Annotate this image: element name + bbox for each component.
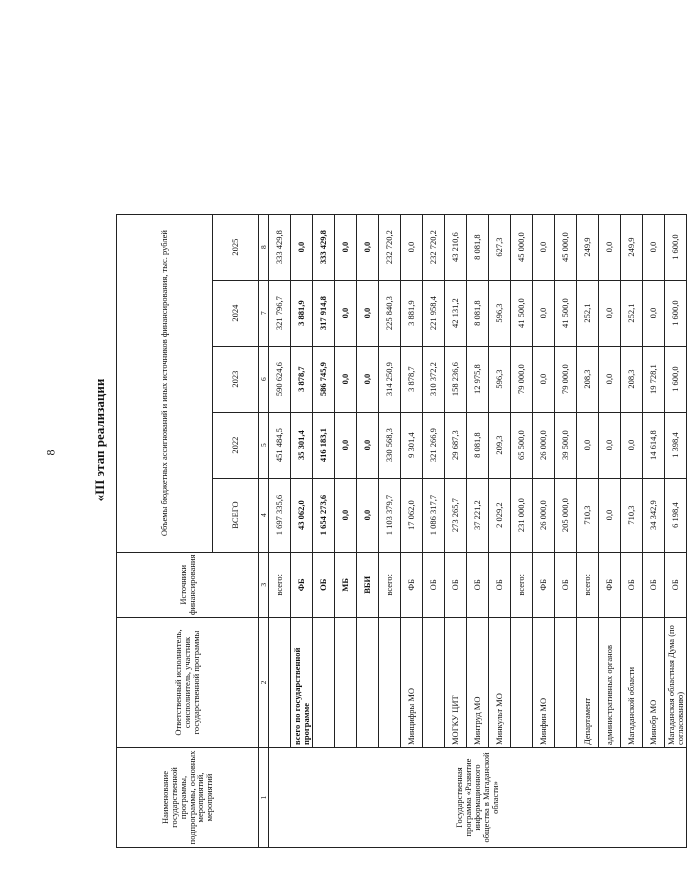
value-cell: 314 250,9 bbox=[379, 346, 401, 412]
header-year-total: ВСЕГО bbox=[213, 478, 259, 552]
header-year-2024: 2024 bbox=[213, 280, 259, 346]
column-index: 3 bbox=[259, 552, 269, 617]
value-cell: 0,0 bbox=[357, 346, 379, 412]
value-cell: 317 914,8 bbox=[313, 280, 335, 346]
executor-cell: Минцифры МО bbox=[401, 618, 423, 748]
value-cell: 1 600,0 bbox=[665, 280, 687, 346]
value-cell: 586 745,9 bbox=[313, 346, 335, 412]
value-cell: 79 000,0 bbox=[511, 346, 533, 412]
source-cell: ОБ bbox=[665, 552, 687, 617]
executor-cell bbox=[313, 618, 335, 748]
value-cell: 3 878,7 bbox=[291, 346, 313, 412]
value-cell: 0,0 bbox=[401, 214, 423, 280]
executor-cell bbox=[423, 618, 445, 748]
value-cell: 451 484,5 bbox=[269, 412, 291, 478]
header-source: Источники финансирования bbox=[117, 552, 259, 617]
column-index: 5 bbox=[259, 412, 269, 478]
value-cell: 0,0 bbox=[577, 412, 599, 478]
value-cell: 232 720,2 bbox=[379, 214, 401, 280]
value-cell: 0,0 bbox=[335, 280, 357, 346]
source-cell: ОБ bbox=[621, 552, 643, 617]
header-program: Наименование государственной программы, подпрограммы, основных мероприятий, мероприятий bbox=[117, 748, 259, 848]
value-cell: 221 958,4 bbox=[423, 280, 445, 346]
column-index: 2 bbox=[259, 618, 269, 748]
value-cell: 9 301,4 bbox=[401, 412, 423, 478]
column-index: 1 bbox=[259, 748, 269, 848]
source-cell: ФБ bbox=[599, 552, 621, 617]
value-cell: 158 236,6 bbox=[445, 346, 467, 412]
column-index: 6 bbox=[259, 346, 269, 412]
source-cell: ОБ bbox=[489, 552, 511, 617]
header-volumes: Объемы бюджетных ассигнований и иных источников финансирования, тыс. рублей bbox=[117, 214, 213, 552]
value-cell: 0,0 bbox=[599, 478, 621, 552]
value-cell: 6 198,4 bbox=[665, 478, 687, 552]
value-cell: 0,0 bbox=[533, 280, 555, 346]
value-cell: 39 500,0 bbox=[555, 412, 577, 478]
value-cell: 0,0 bbox=[533, 346, 555, 412]
value-cell: 79 000,0 bbox=[555, 346, 577, 412]
value-cell: 34 342,9 bbox=[643, 478, 665, 552]
value-cell: 0,0 bbox=[357, 412, 379, 478]
value-cell: 252,1 bbox=[577, 280, 599, 346]
executor-cell: Магаданская областная Дума (по согласованию) bbox=[665, 618, 687, 748]
value-cell: 0,0 bbox=[335, 478, 357, 552]
value-cell: 273 265,7 bbox=[445, 478, 467, 552]
value-cell: 249,9 bbox=[577, 214, 599, 280]
value-cell: 0,0 bbox=[335, 412, 357, 478]
value-cell: 330 568,3 bbox=[379, 412, 401, 478]
value-cell: 1 103 379,7 bbox=[379, 478, 401, 552]
value-cell: 0,0 bbox=[599, 346, 621, 412]
value-cell: 0,0 bbox=[357, 214, 379, 280]
value-cell: 3 878,7 bbox=[401, 346, 423, 412]
value-cell: 0,0 bbox=[621, 412, 643, 478]
value-cell: 2 029,2 bbox=[489, 478, 511, 552]
value-cell: 45 000,0 bbox=[555, 214, 577, 280]
source-cell: всего: bbox=[511, 552, 533, 617]
value-cell: 8 081,8 bbox=[467, 280, 489, 346]
executor-cell bbox=[555, 618, 577, 748]
source-cell: ОБ bbox=[445, 552, 467, 617]
value-cell: 3 881,9 bbox=[291, 280, 313, 346]
executor-cell bbox=[269, 618, 291, 748]
header-executor: Ответственный исполнитель, соисполнитель, участник государственной программы bbox=[117, 618, 259, 748]
source-cell: ОБ bbox=[643, 552, 665, 617]
source-cell: всего: bbox=[379, 552, 401, 617]
value-cell: 1 654 273,6 bbox=[313, 478, 335, 552]
value-cell: 29 687,3 bbox=[445, 412, 467, 478]
value-cell: 321 266,9 bbox=[423, 412, 445, 478]
value-cell: 8 081,8 bbox=[467, 412, 489, 478]
program-name: Государственная программа «Развитие информационного общества в Магаданской области» bbox=[269, 748, 687, 848]
executor-cell: административных органов bbox=[599, 618, 621, 748]
budget-table bbox=[116, 214, 687, 848]
value-cell: 43 210,6 bbox=[445, 214, 467, 280]
source-cell: ВБИ bbox=[357, 552, 379, 617]
executor-cell: всего по государственной программе bbox=[291, 618, 313, 748]
value-cell: 17 062,0 bbox=[401, 478, 423, 552]
header-year-2023: 2023 bbox=[213, 346, 259, 412]
value-cell: 209,3 bbox=[489, 412, 511, 478]
executor-cell bbox=[335, 618, 357, 748]
value-cell: 0,0 bbox=[357, 280, 379, 346]
value-cell: 0,0 bbox=[357, 478, 379, 552]
value-cell: 249,9 bbox=[621, 214, 643, 280]
source-cell: МБ bbox=[335, 552, 357, 617]
value-cell: 321 796,7 bbox=[269, 280, 291, 346]
source-cell: всего: bbox=[269, 552, 291, 617]
executor-cell: Минкульт МО bbox=[489, 618, 511, 748]
value-cell: 1 600,0 bbox=[665, 214, 687, 280]
value-cell: 3 881,9 bbox=[401, 280, 423, 346]
value-cell: 232 720,2 bbox=[423, 214, 445, 280]
value-cell: 0,0 bbox=[533, 214, 555, 280]
column-index: 4 bbox=[259, 478, 269, 552]
value-cell: 596,3 bbox=[489, 280, 511, 346]
value-cell: 41 500,0 bbox=[511, 280, 533, 346]
source-cell: всего: bbox=[577, 552, 599, 617]
value-cell: 596,3 bbox=[489, 346, 511, 412]
source-cell: ФБ bbox=[401, 552, 423, 617]
value-cell: 0,0 bbox=[335, 214, 357, 280]
value-cell: 45 000,0 bbox=[511, 214, 533, 280]
source-cell: ФБ bbox=[533, 552, 555, 617]
value-cell: 710,3 bbox=[621, 478, 643, 552]
value-cell: 0,0 bbox=[643, 214, 665, 280]
value-cell: 0,0 bbox=[291, 214, 313, 280]
value-cell: 333 429,8 bbox=[269, 214, 291, 280]
value-cell: 19 728,1 bbox=[643, 346, 665, 412]
value-cell: 208,3 bbox=[621, 346, 643, 412]
executor-cell: Минтруд МО bbox=[467, 618, 489, 748]
executor-cell: Магаданской области bbox=[621, 618, 643, 748]
source-cell: ФБ bbox=[291, 552, 313, 617]
value-cell: 310 372,2 bbox=[423, 346, 445, 412]
value-cell: 590 624,6 bbox=[269, 346, 291, 412]
source-cell: ОБ bbox=[555, 552, 577, 617]
rotated-document bbox=[116, 214, 687, 848]
value-cell: 43 062,0 bbox=[291, 478, 313, 552]
value-cell: 0,0 bbox=[335, 346, 357, 412]
column-index-row bbox=[259, 214, 269, 847]
value-cell: 14 614,8 bbox=[643, 412, 665, 478]
value-cell: 0,0 bbox=[599, 280, 621, 346]
value-cell: 1 697 335,6 bbox=[269, 478, 291, 552]
value-cell: 35 301,4 bbox=[291, 412, 313, 478]
table-row bbox=[269, 214, 291, 847]
header-year-2022: 2022 bbox=[213, 412, 259, 478]
value-cell: 26 000,0 bbox=[533, 412, 555, 478]
source-cell: ОБ bbox=[313, 552, 335, 617]
value-cell: 710,3 bbox=[577, 478, 599, 552]
value-cell: 37 221,2 bbox=[467, 478, 489, 552]
executor-cell: Минобр МО bbox=[643, 618, 665, 748]
value-cell: 65 500,0 bbox=[511, 412, 533, 478]
value-cell: 225 840,3 bbox=[379, 280, 401, 346]
value-cell: 205 000,0 bbox=[555, 478, 577, 552]
value-cell: 333 429,8 bbox=[313, 214, 335, 280]
value-cell: 416 183,1 bbox=[313, 412, 335, 478]
value-cell: 0,0 bbox=[643, 280, 665, 346]
value-cell: 0,0 bbox=[599, 412, 621, 478]
executor-cell bbox=[379, 618, 401, 748]
executor-cell: Минфин МО bbox=[533, 618, 555, 748]
page-number: 8 bbox=[43, 449, 58, 456]
stage-title: «III этап реализации bbox=[92, 378, 107, 502]
column-index: 7 bbox=[259, 280, 269, 346]
source-cell: ОБ bbox=[467, 552, 489, 617]
value-cell: 231 000,0 bbox=[511, 478, 533, 552]
value-cell: 0,0 bbox=[599, 214, 621, 280]
value-cell: 1 398,4 bbox=[665, 412, 687, 478]
value-cell: 627,3 bbox=[489, 214, 511, 280]
value-cell: 252,1 bbox=[621, 280, 643, 346]
value-cell: 8 081,8 bbox=[467, 214, 489, 280]
executor-cell bbox=[357, 618, 379, 748]
source-cell: ОБ bbox=[423, 552, 445, 617]
header-year-2025: 2025 bbox=[213, 214, 259, 280]
value-cell: 1 600,0 bbox=[665, 346, 687, 412]
value-cell: 42 131,2 bbox=[445, 280, 467, 346]
value-cell: 12 975,8 bbox=[467, 346, 489, 412]
executor-cell: МОГКУ ЦИТ bbox=[445, 618, 467, 748]
value-cell: 41 500,0 bbox=[555, 280, 577, 346]
executor-cell bbox=[511, 618, 533, 748]
executor-cell: Департамент bbox=[577, 618, 599, 748]
value-cell: 208,3 bbox=[577, 346, 599, 412]
value-cell: 1 086 317,7 bbox=[423, 478, 445, 552]
value-cell: 26 000,0 bbox=[533, 478, 555, 552]
column-index: 8 bbox=[259, 214, 269, 280]
